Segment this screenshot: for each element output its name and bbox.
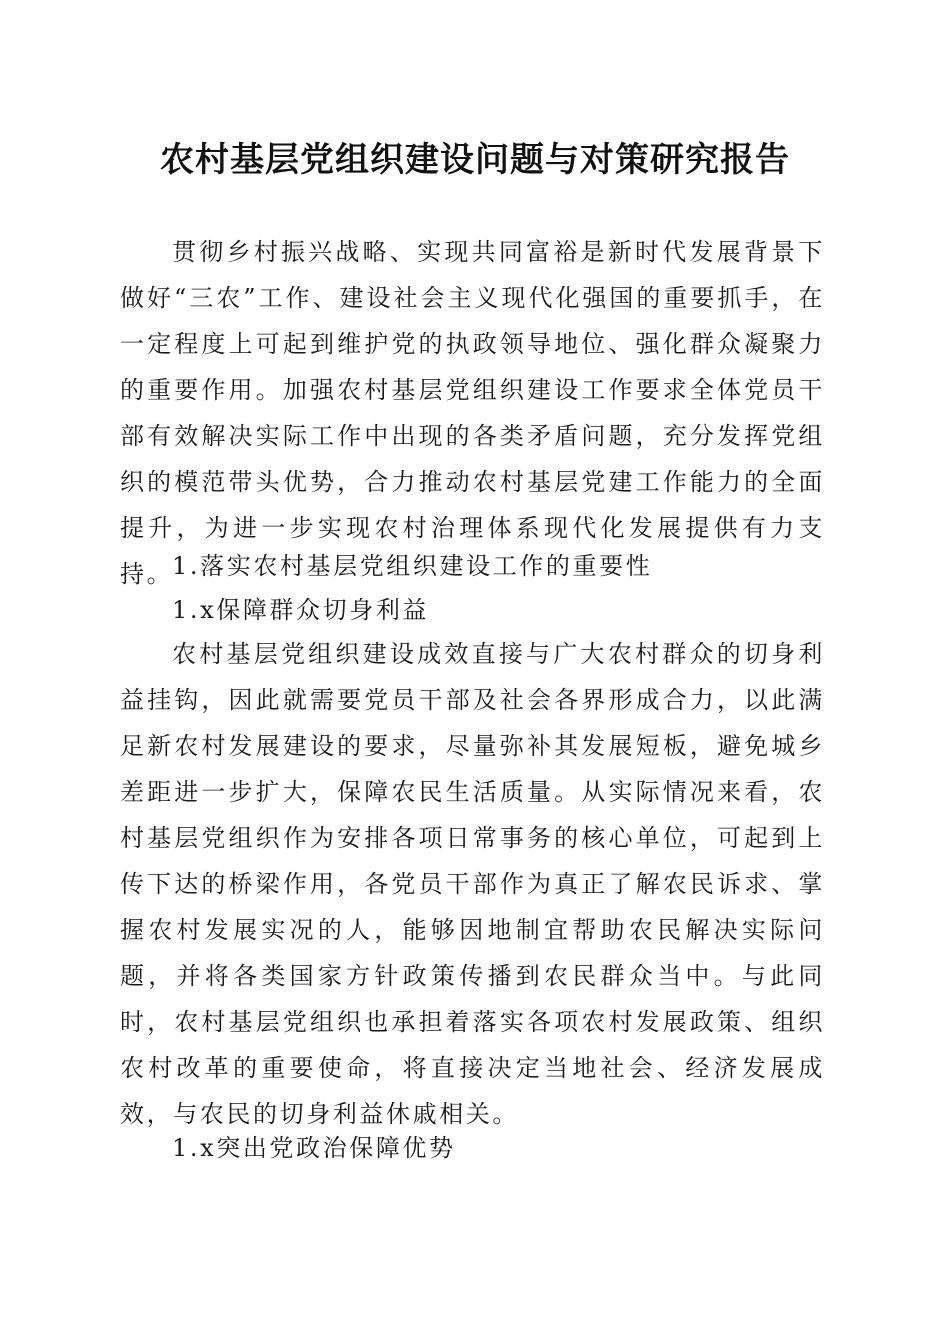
subsection-heading-1-1: 1.x保障群众切身利益 (172, 596, 430, 624)
intro-paragraph: 贯彻乡村振兴战略、实现共同富裕是新时代发展背景下做好“三农”工作、建设社会主义现代化强国的重要抓手，在一定程度上可起到维护党的执政领导地位、强化群众凝聚力的重要作用。加强农村基层党组织建设工作要求全体党员干部有效解决实际工作中出现的各类矛盾问题，充分发挥党组织的模范带头优势，合力推动农村基层党建工作能力的全面提升，为进一步实现农村治理体系现代化发展提供有力支持。 (120, 238, 825, 588)
section-heading-1: 1.落实农村基层党组织建设工作的重要性 (172, 552, 653, 580)
document-title: 农村基层党组织建设问题与对策研究报告 (160, 140, 790, 180)
subsection-paragraph-1-1: 农村基层党组织建设成效直接与广大农村群众的切身利益挂钩，因此就需要党员干部及社会各界形成合力，以此满足新农村发展建设的要求，尽量弥补其发展短板，避免城乡差距进一步扩大，保障农民生活质量。从实际情况来看，农村基层党组织作为安排各项日常事务的核心单位，可起到上传下达的桥梁作用，各党员干部作为真正了解农民诉求、掌握农村发展实况的人，能够因地制宜帮助农民解决实际问题，并将各类国家方针政策传播到农民群众当中。与此同时，农村基层党组织也承担着落实各项农村发展政策、组织农村改革的重要使命，将直接决定当地社会、经济发展成效，与农民的切身利益休戚相关。 (120, 640, 825, 1128)
subsection-heading-1-2: 1.x突出党政治保障优势 (172, 1134, 456, 1162)
